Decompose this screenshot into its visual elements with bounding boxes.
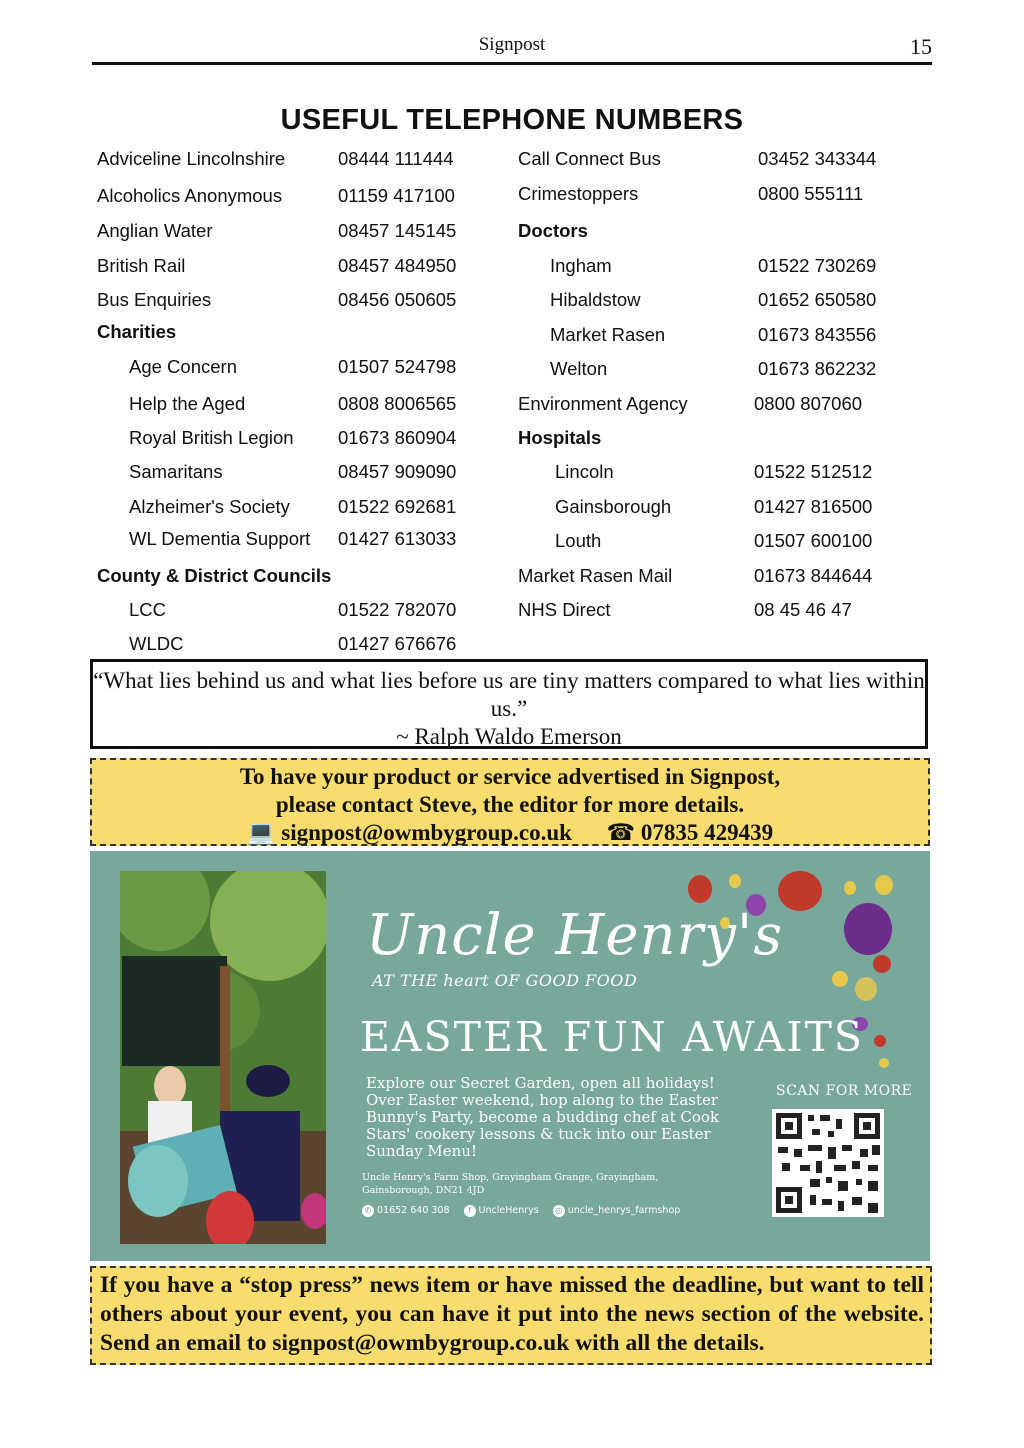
contact-name: Age Concern — [129, 356, 237, 377]
contact-name: Ingham — [550, 255, 612, 276]
garden-photo — [120, 871, 326, 1244]
scan-label: SCAN FOR MORE — [776, 1083, 913, 1099]
section-heading: Hospitals — [518, 427, 602, 448]
quote-text: “What lies behind us and what lies before us are tiny matters compared to what lies within us.” — [93, 668, 925, 721]
page-title: USEFUL TELEPHONE NUMBERS — [280, 104, 744, 136]
advert-email[interactable]: signpost@owmbygroup.co.uk — [281, 820, 572, 845]
contact-number: 0808 8006565 — [338, 393, 457, 414]
page-number: 15 — [910, 34, 932, 59]
promo-headline: EASTER FUN AWAITS — [360, 1013, 864, 1061]
contact-number: 01673 843556 — [758, 324, 877, 345]
stop-press-box: If you have a “stop press” news item or have missed the deadline, but want to tell others about your event, you can have it put into the news section of the website. Send an email to signpost@owmbygroup.co.uk with all the details. — [90, 1266, 932, 1365]
contact-name: Crimestoppers — [518, 183, 639, 204]
contact-name: Market Rasen — [550, 324, 666, 345]
contact-number: 01673 862232 — [758, 358, 877, 379]
contact-name: Gainsborough — [555, 496, 672, 517]
uncle-henrys-advert — [90, 851, 930, 1261]
contact-name: Lincoln — [555, 461, 614, 482]
contact-number: 01522 782070 — [338, 599, 457, 620]
telephone-icon: ☎ — [606, 820, 636, 845]
quote-author: ~ Ralph Waldo Emerson — [396, 724, 622, 749]
instagram-icon: ◎ — [553, 1205, 565, 1217]
contact-number: 08457 909090 — [338, 461, 457, 482]
contact-name: Market Rasen Mail — [518, 565, 673, 586]
promo-address: Uncle Henry's Farm Shop, Grayingham Grange, Grayingham, Gainsborough, DN21 4JD — [362, 1172, 659, 1196]
promo-phone[interactable]: 01652 640 308 — [377, 1205, 450, 1216]
contact-name: Adviceline Lincolnshire — [97, 148, 286, 169]
contact-name: Royal British Legion — [129, 427, 294, 448]
qr-code[interactable] — [772, 1109, 884, 1217]
contact-number: 01427 613033 — [338, 528, 457, 549]
contact-number: 01507 524798 — [338, 356, 457, 377]
contact-number: 01427 676676 — [338, 633, 457, 654]
section-heading: Doctors — [518, 220, 588, 241]
contact-number: 0800 807060 — [754, 393, 863, 414]
section-heading: County & District Councils — [97, 565, 332, 586]
contact-name: Samaritans — [129, 461, 223, 482]
contact-name: Louth — [555, 530, 602, 551]
contact-number: 08456 050605 — [338, 289, 457, 310]
contact-name: Bus Enquiries — [97, 289, 212, 310]
facebook-icon: f — [464, 1205, 476, 1217]
contact-number: 0800 555111 — [758, 183, 864, 204]
contact-number: 01673 860904 — [338, 427, 457, 448]
contact-number: 08444 111444 — [338, 148, 454, 169]
computer-icon: 💻 — [246, 820, 276, 845]
quote-box — [90, 659, 928, 749]
contact-number: 01507 600100 — [754, 530, 873, 551]
contact-number: 01522 692681 — [338, 496, 457, 517]
promo-facebook[interactable]: UncleHenrys — [478, 1205, 539, 1216]
contact-number: 01673 844644 — [754, 565, 873, 586]
contact-name: Alzheimer's Society — [129, 496, 290, 517]
contact-name: WLDC — [129, 633, 184, 654]
publication-name: Signpost — [478, 34, 546, 55]
contact-name: Hibaldstow — [550, 289, 641, 310]
contact-name: Welton — [550, 358, 608, 379]
advertising-box — [90, 758, 930, 846]
contact-name: Environment Agency — [518, 393, 688, 414]
contact-name: Call Connect Bus — [518, 148, 661, 169]
promo-body: Explore our Secret Garden, open all holidays! Over Easter weekend, hop along to the Easter Bunny's Party, become a budding chef at Cook Stars' cookery lessons & tuck into our Easter Sunday Menu! — [366, 1074, 720, 1160]
contact-number: 03452 343344 — [758, 148, 877, 169]
advert-contact-line — [92, 819, 928, 847]
contact-name: Help the Aged — [129, 393, 246, 414]
contact-number: 08457 484950 — [338, 255, 457, 276]
contact-name: Alcoholics Anonymous — [97, 185, 283, 206]
section-heading: Charities — [97, 321, 177, 342]
promo-contacts — [362, 1205, 680, 1217]
promo-instagram[interactable]: uncle_henrys_farmshop — [567, 1205, 681, 1216]
advert-phone[interactable]: 07835 429439 — [640, 820, 774, 845]
contact-name: WL Dementia Support — [129, 528, 311, 549]
contact-number: 01427 816500 — [754, 496, 873, 517]
advert-line-2: please contact Steve, the editor for more details. — [275, 792, 745, 817]
contact-number: 08 45 46 47 — [754, 599, 852, 620]
contact-number: 08457 145145 — [338, 220, 457, 241]
page-header — [92, 30, 932, 65]
phone-icon: ✆ — [362, 1205, 374, 1217]
advert-line-1: To have your product or service advertised in Signpost, — [239, 764, 781, 789]
brand-logo: Uncle Henry's — [366, 903, 784, 968]
contact-name: LCC — [129, 599, 167, 620]
brand-tagline: AT THE heart OF GOOD FOOD — [372, 971, 638, 990]
contact-name: British Rail — [97, 255, 186, 276]
contact-number: 01522 512512 — [754, 461, 873, 482]
contact-name: NHS Direct — [518, 599, 611, 620]
contact-number: 01652 650580 — [758, 289, 877, 310]
contact-number: 01522 730269 — [758, 255, 877, 276]
contact-number: 01159 417100 — [338, 185, 455, 206]
contact-name: Anglian Water — [97, 220, 213, 241]
